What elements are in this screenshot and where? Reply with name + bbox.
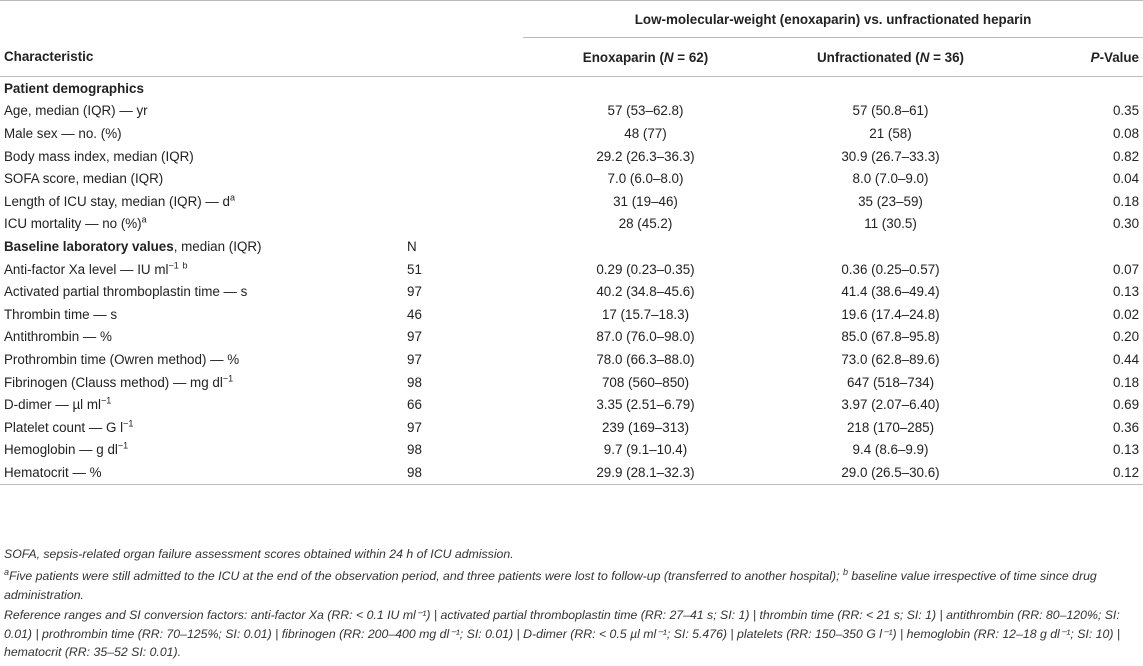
row-enoxaparin: 239 (169–313) bbox=[601, 419, 690, 435]
row-unfractionated: 29.0 (26.5–30.6) bbox=[768, 461, 1013, 484]
row-label: SOFA score, median (IQR) bbox=[4, 171, 164, 187]
row-n: 97 bbox=[407, 351, 422, 367]
row-unfractionated: 41.4 (38.6–49.4) bbox=[841, 284, 940, 300]
row-n bbox=[405, 213, 523, 236]
row-enoxaparin: 40.2 (34.8–45.6) bbox=[596, 284, 695, 300]
table-row bbox=[0, 326, 1143, 349]
row-p-value: 0.08 bbox=[1112, 125, 1140, 141]
row-enoxaparin: 28 (45.2) bbox=[618, 216, 673, 232]
row-unfractionated: 218 (170–285) bbox=[846, 419, 935, 435]
row-label: Antithrombin — % bbox=[4, 329, 112, 345]
table-row bbox=[0, 439, 1143, 462]
col-header-unfractionated: Unfractionated (N = 36) bbox=[768, 38, 1013, 77]
row-n: 97 bbox=[407, 329, 422, 345]
row-unfractionated: 8.0 (7.0–9.0) bbox=[852, 171, 929, 187]
row-label: Body mass index, median (IQR) bbox=[4, 148, 194, 164]
row-unfractionated: 19.6 (17.4–24.8) bbox=[841, 306, 940, 322]
row-p-value: 0.30 bbox=[1112, 216, 1140, 232]
footnote-reference-ranges: Reference ranges and SI conversion factors: anti-factor Xa (RR: < 0.1 IU ml⁻¹) | activated partial thromboplastin time (RR: 27–41 s; SI: 1) | thrombin time (RR: < 21 s; SI: 1) | antithrombin (RR: 80–120%; SI: 0.01) | prothrombin time (RR: 70–125%; SI: 0.01) | fibrinogen (RR: 200–400 mg dl⁻¹; SI: 0.01) | D-dimer (RR: < 0.5 µl ml⁻¹; SI: 5.476) | platelets (RR: 150–350 G l⁻¹) | hemoglobin (RR: 12–18 g dl⁻¹; SI: 10) | hematocrit (RR: 35–52 SI: 0.01). bbox=[4, 608, 1121, 659]
row-n: 98 bbox=[405, 461, 523, 484]
row-label: Age, median (IQR) — yr bbox=[4, 103, 148, 119]
row-p-value: 0.18 bbox=[1112, 374, 1140, 390]
row-unfractionated: 35 (23–59) bbox=[858, 193, 923, 209]
row-enoxaparin: 708 (560–850) bbox=[601, 374, 690, 390]
row-unfractionated: 73.0 (62.8–89.6) bbox=[841, 351, 940, 367]
row-n bbox=[405, 122, 523, 145]
row-label: Fibrinogen (Clauss method) — mg $dl^{-1}$ bbox=[4, 373, 234, 390]
table-row bbox=[0, 167, 1143, 190]
row-n: 97 bbox=[407, 284, 422, 300]
row-n: 98 bbox=[407, 374, 422, 390]
section-title: Baseline laboratory values, median (IQR) bbox=[4, 238, 262, 254]
row-p-value: 0.20 bbox=[1112, 329, 1140, 345]
row-n: 46 bbox=[407, 306, 422, 322]
section-title: Patient demographics bbox=[4, 80, 144, 96]
row-p-value: 0.35 bbox=[1112, 103, 1140, 119]
row-p-value: 0.12 bbox=[1013, 461, 1143, 484]
col-header-enoxaparin: Enoxaparin (N = 62) bbox=[523, 38, 768, 77]
row-unfractionated: 647 (518–734) bbox=[846, 374, 935, 390]
row-unfractionated: 85.0 (67.8–95.8) bbox=[841, 329, 940, 345]
row-enoxaparin: 87.0 (76.0–98.0) bbox=[596, 329, 695, 345]
row-label: Prothrombin time (Owren method) — % bbox=[4, 351, 240, 367]
row-enoxaparin: 29.9 (28.1–32.3) bbox=[523, 461, 768, 484]
row-unfractionated: 30.9 (26.7–33.3) bbox=[841, 148, 940, 164]
row-label: Male sex — no. (%) bbox=[4, 125, 122, 141]
row-enoxaparin: 29.2 (26.3–36.3) bbox=[596, 148, 695, 164]
table-row bbox=[0, 122, 1143, 145]
row-label: Thrombin time — s bbox=[4, 306, 118, 322]
row-label: Anti-factor Xa level — IU $ml^{-1}$ $^b$ bbox=[4, 260, 188, 277]
row-p-value: 0.44 bbox=[1112, 351, 1140, 367]
table-row bbox=[0, 348, 1143, 371]
table-row bbox=[0, 303, 1143, 326]
col-header-p-value: P-Value bbox=[1013, 38, 1143, 77]
table-row bbox=[0, 145, 1143, 168]
row-p-value: 0.69 bbox=[1112, 397, 1140, 413]
section-row bbox=[0, 235, 1143, 258]
row-n bbox=[405, 100, 523, 123]
row-unfractionated: 21 (58) bbox=[869, 125, 912, 141]
row-label: ICU mortality — no (%)$^a$ bbox=[4, 214, 147, 232]
row-label: Hemoglobin — g $dl^{-1}$ bbox=[4, 440, 129, 458]
row-n bbox=[405, 190, 523, 213]
row-enoxaparin: 0.29 (0.23–0.35) bbox=[596, 261, 695, 277]
row-label: Length of ICU stay, median (IQR) — $d^a$ bbox=[4, 192, 236, 209]
row-enoxaparin: 57 (53–62.8) bbox=[607, 103, 684, 119]
row-n bbox=[405, 145, 523, 168]
table-row bbox=[0, 280, 1143, 303]
row-enoxaparin: 48 (77) bbox=[624, 125, 667, 141]
col-header-characteristic: Characteristic bbox=[0, 38, 405, 77]
header-row-group bbox=[0, 1, 1143, 38]
row-p-value: 0.13 bbox=[1112, 284, 1140, 300]
footnote-sofa: SOFA, sepsis-related organ failure assessment scores obtained within 24 h of ICU admission. bbox=[4, 547, 514, 561]
row-p-value: 0.82 bbox=[1112, 148, 1140, 164]
row-enoxaparin: 31 (19–46) bbox=[613, 193, 678, 209]
row-p-value: 0.07 bbox=[1112, 261, 1140, 277]
row-enoxaparin: 78.0 (66.3–88.0) bbox=[596, 351, 695, 367]
row-label: Platelet count — G $l^{-1}$ bbox=[4, 418, 134, 435]
row-unfractionated: 11 (30.5) bbox=[864, 216, 917, 232]
row-n: 97 bbox=[407, 419, 422, 435]
row-enoxaparin: 3.35 (2.51–6.79) bbox=[596, 397, 695, 413]
row-n: 98 bbox=[407, 442, 422, 458]
table-row bbox=[0, 371, 1143, 394]
group-header: Low-molecular-weight (enoxaparin) vs. unfractionated heparin bbox=[523, 1, 1143, 38]
row-label: Hematocrit — % bbox=[0, 461, 405, 484]
header-row-columns bbox=[0, 38, 1143, 77]
row-enoxaparin: 17 (15.7–18.3) bbox=[601, 306, 690, 322]
row-label: D-dimer — µl $ml^{-1}$ bbox=[4, 395, 112, 413]
row-n: 51 bbox=[407, 261, 422, 277]
row-unfractionated: 9.4 (8.6–9.9) bbox=[852, 442, 929, 458]
table-row bbox=[0, 213, 1143, 236]
row-p-value: 0.02 bbox=[1112, 306, 1140, 322]
row-p-value: 0.36 bbox=[1112, 419, 1140, 435]
row-unfractionated: 3.97 (2.07–6.40) bbox=[841, 397, 940, 413]
row-enoxaparin: 7.0 (6.0–8.0) bbox=[607, 171, 684, 187]
row-p-value: 0.18 bbox=[1112, 193, 1140, 209]
row-label: Activated partial thromboplastin time — s bbox=[4, 284, 248, 300]
row-unfractionated: 0.36 (0.25–0.57) bbox=[841, 261, 940, 277]
row-p-value: 0.13 bbox=[1112, 442, 1140, 458]
row-p-value: 0.04 bbox=[1112, 171, 1140, 187]
row-n bbox=[405, 167, 523, 190]
table-row bbox=[0, 190, 1143, 213]
row-enoxaparin: 9.7 (9.1–10.4) bbox=[603, 442, 688, 458]
n-column-label: N bbox=[407, 238, 417, 254]
table-row bbox=[0, 461, 1143, 484]
table-row bbox=[0, 258, 1143, 281]
table-row bbox=[0, 416, 1143, 439]
table-row bbox=[0, 393, 1143, 416]
row-unfractionated: 57 (50.8–61) bbox=[852, 103, 929, 119]
section-row bbox=[0, 77, 1143, 100]
footnote-a-b: $^a$Five patients were still admitted to the ICU at the end of the observation period, and three patients were lost to follow-up (transferred to another hospital); $^b$ baseline value irrespective of time since drug administration. bbox=[4, 566, 1097, 602]
table-row bbox=[0, 100, 1143, 123]
row-n: 66 bbox=[407, 397, 422, 413]
